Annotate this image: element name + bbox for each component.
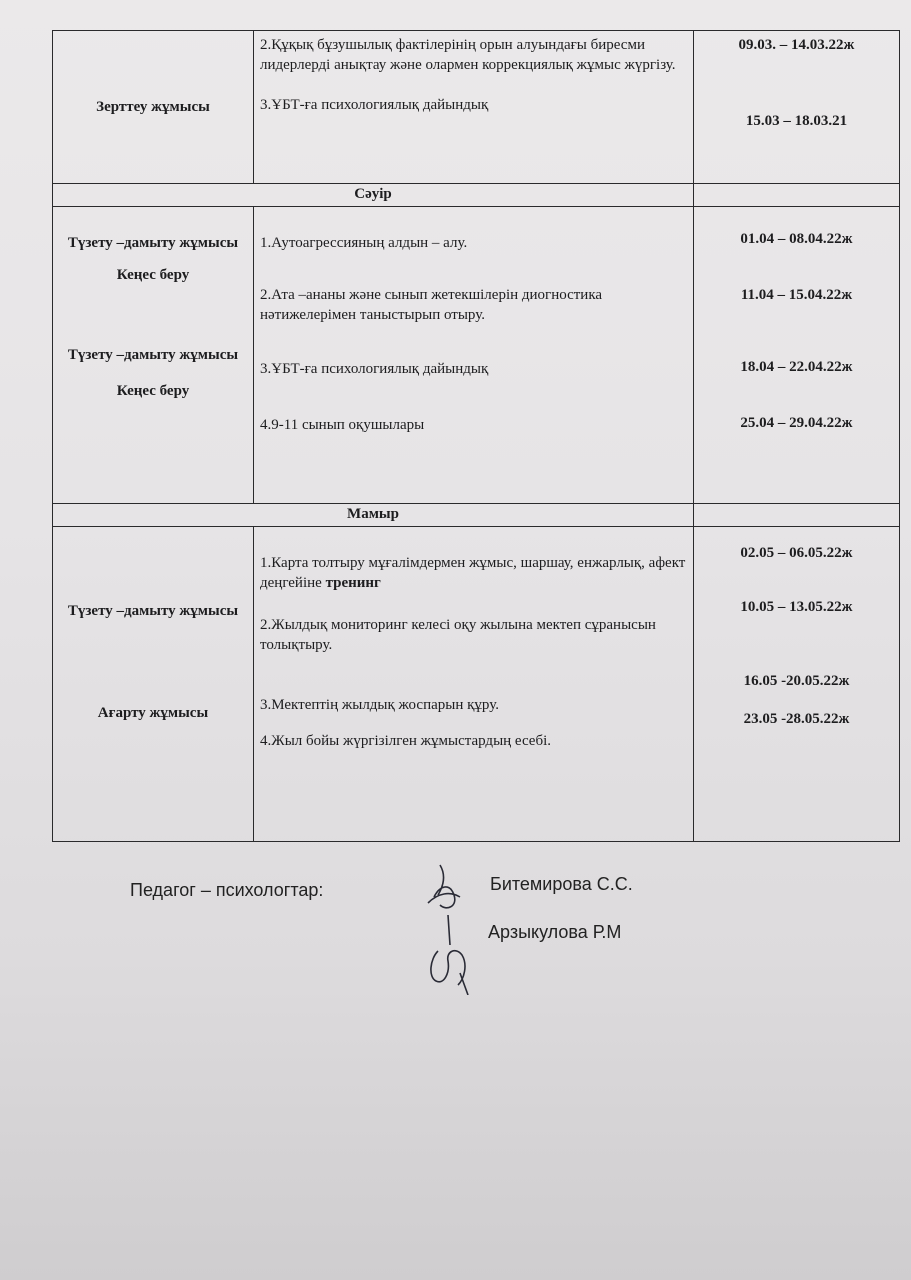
task-text: 3.Мектептің жылдық жоспарын құру. — [260, 697, 499, 713]
date-cell — [694, 31, 900, 184]
signatory-role: Педагог – психологтар: — [130, 880, 324, 900]
task-cell — [254, 527, 694, 842]
task-text: 4.Жыл бойы жүргізілген жұмыстардың есебі. — [260, 733, 551, 749]
task-text: 3.ҰБТ-ға психологиялық дайындық — [260, 97, 489, 113]
date-range: 25.04 – 29.04.22ж — [740, 415, 853, 431]
work-type-label: Түзету –дамыту жұмысы — [67, 347, 239, 363]
date-range: 10.05 – 13.05.22ж — [740, 599, 853, 615]
signatory-name: Битемирова С.С. — [490, 874, 633, 894]
task-cell — [254, 31, 694, 184]
date-range: 18.04 – 22.04.22ж — [740, 359, 853, 375]
task-text: 2.Ата –ананы және сынып жетекшілерін диогностика нәтижелерімен таныстырып отыру. — [260, 287, 603, 323]
work-type-label: Ағарту жұмысы — [97, 705, 209, 721]
work-type-cell — [53, 527, 254, 842]
task-text: 4.9-11 сынып оқушылары — [260, 417, 425, 433]
date-cell — [694, 207, 900, 504]
date-range: 02.05 – 06.05.22ж — [740, 545, 853, 561]
date-range: 09.03. – 14.03.22ж — [738, 37, 855, 53]
work-type-label: Кеңес беру — [116, 267, 190, 283]
work-type-cell — [53, 207, 254, 504]
table-row — [53, 527, 900, 842]
handwritten-signature — [420, 855, 480, 995]
month-row — [53, 504, 900, 527]
table-row — [53, 31, 900, 184]
month-heading: Сәуір — [53, 184, 694, 207]
date-range: 01.04 – 08.04.22ж — [740, 231, 853, 247]
signatory-name: Арзыкулова Р.М — [488, 922, 622, 942]
work-type-label: Түзету –дамыту жұмысы — [67, 603, 239, 619]
date-cell — [694, 527, 900, 842]
date-range: 16.05 -20.05.22ж — [743, 673, 850, 689]
date-range: 11.04 – 15.04.22ж — [740, 287, 853, 303]
month-empty-cell — [694, 504, 900, 527]
work-type-label: Зерттеу жұмысы — [96, 99, 210, 115]
work-plan-table — [52, 30, 900, 842]
task-cell — [254, 207, 694, 504]
month-row — [53, 184, 900, 207]
date-range: 15.03 – 18.03.21 — [745, 113, 848, 129]
work-type-label: Кеңес беру — [116, 383, 190, 399]
task-text: 1.Аутоагрессияның алдын – алу. — [260, 235, 468, 251]
training-bold: тренинг — [325, 575, 381, 591]
month-empty-cell — [694, 184, 900, 207]
task-text: 3.ҰБТ-ға психологиялық дайындық — [260, 361, 489, 377]
task-text: 2.Жылдық мониторинг келесі оқу жылына мектеп сұранысын толықтыру. — [260, 617, 656, 653]
work-type-cell — [53, 31, 254, 184]
task-text: 1.Карта толтыру мұғалімдермен жұмыс, шаршау, енжарлық, афект деңгейіне тренинг — [260, 555, 686, 591]
task-text: 2.Құқық бұзушылық фактілерінің орын алуындағы биресми лидерлерді анықтау және олармен коррекциялық жұмыс жүргізу. — [260, 37, 676, 73]
date-range: 23.05 -28.05.22ж — [743, 711, 850, 727]
month-heading: Мамыр — [53, 504, 694, 527]
work-type-label: Түзету –дамыту жұмысы — [67, 235, 239, 251]
table-row — [53, 207, 900, 504]
